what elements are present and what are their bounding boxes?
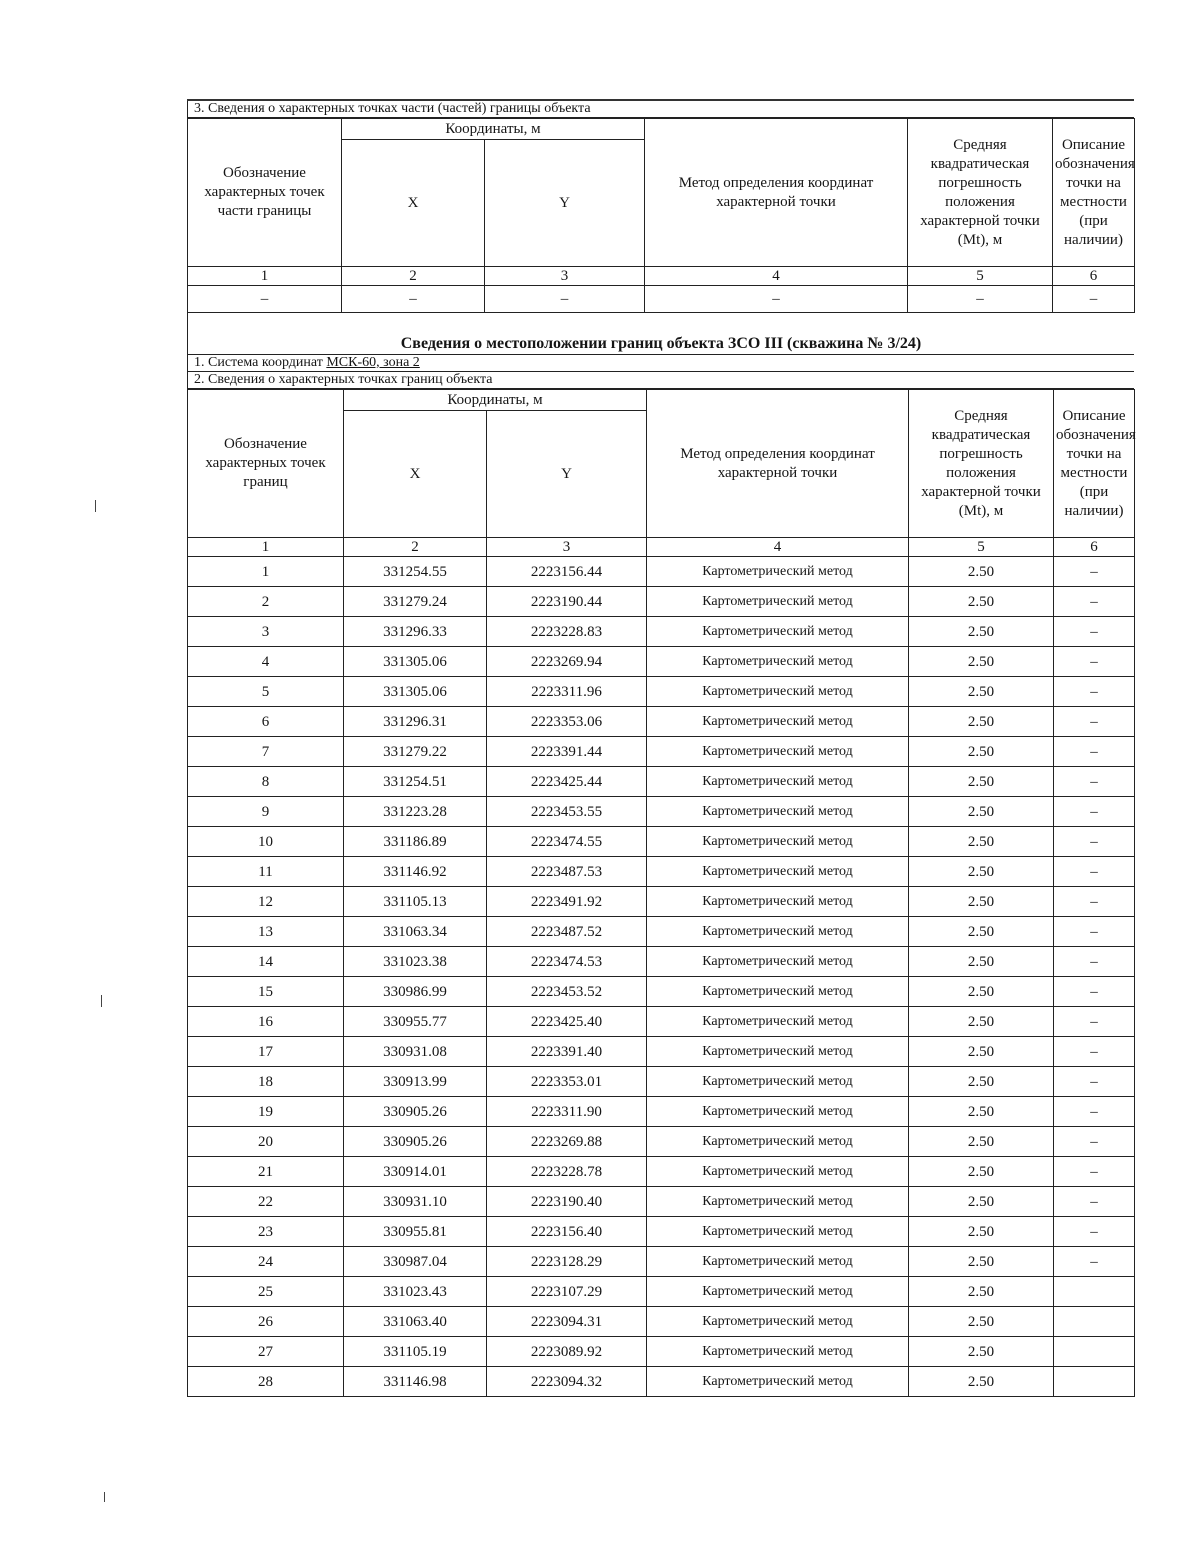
point-number-cell: 24 bbox=[188, 1247, 344, 1277]
point-number-cell: 22 bbox=[188, 1187, 344, 1217]
error-cell: 2.50 bbox=[909, 1127, 1054, 1157]
point-number-cell: 13 bbox=[188, 917, 344, 947]
table-row bbox=[188, 1277, 1135, 1307]
method-cell: Картометрический метод bbox=[647, 827, 909, 857]
y-coordinate-cell: 2223425.40 bbox=[487, 1007, 647, 1037]
method-cell: Картометрический метод bbox=[647, 1157, 909, 1187]
column-number: 4 bbox=[647, 538, 909, 557]
table-row bbox=[188, 1367, 1135, 1397]
point-number-cell: 1 bbox=[188, 557, 344, 587]
point-number-cell: 28 bbox=[188, 1367, 344, 1397]
y-coordinate-cell: 2223156.44 bbox=[487, 557, 647, 587]
y-coordinate-cell: 2223487.53 bbox=[487, 857, 647, 887]
table-row bbox=[188, 1157, 1135, 1187]
header-point: Обозначение характерных точек части границы bbox=[188, 119, 342, 267]
y-coordinate-cell: 2223453.52 bbox=[487, 977, 647, 1007]
method-cell: Картометрический метод bbox=[647, 617, 909, 647]
error-cell: 2.50 bbox=[909, 1037, 1054, 1067]
method-cell: Картометрический метод bbox=[647, 707, 909, 737]
y-coordinate-cell: 2223453.55 bbox=[487, 797, 647, 827]
method-cell: Картометрический метод bbox=[647, 1007, 909, 1037]
description-cell: – bbox=[1054, 1217, 1135, 1247]
method-cell: Картометрический метод bbox=[647, 1187, 909, 1217]
point-number-cell: 15 bbox=[188, 977, 344, 1007]
x-coordinate-cell: 330905.26 bbox=[344, 1097, 487, 1127]
y-coordinate-cell: 2223311.96 bbox=[487, 677, 647, 707]
column-number: 2 bbox=[342, 267, 485, 286]
method-cell: Картометрический метод bbox=[647, 857, 909, 887]
x-coordinate-cell: 331105.19 bbox=[344, 1337, 487, 1367]
x-coordinate-cell: 331146.98 bbox=[344, 1367, 487, 1397]
y-coordinate-cell: 2223269.94 bbox=[487, 647, 647, 677]
x-coordinate-cell: 331063.40 bbox=[344, 1307, 487, 1337]
method-cell: Картометрический метод bbox=[647, 1307, 909, 1337]
dash-cell: – bbox=[645, 286, 908, 313]
x-coordinate-cell: 330914.01 bbox=[344, 1157, 487, 1187]
x-coordinate-cell: 330955.77 bbox=[344, 1007, 487, 1037]
method-cell: Картометрический метод bbox=[647, 1367, 909, 1397]
table-row bbox=[188, 1007, 1135, 1037]
column-number: 2 bbox=[344, 538, 487, 557]
point-number-cell: 2 bbox=[188, 587, 344, 617]
y-coordinate-cell: 2223128.29 bbox=[487, 1247, 647, 1277]
description-cell: – bbox=[1054, 1157, 1135, 1187]
header-error: Средняя квадратическая погрешность положения характерной точки (Мt), м bbox=[908, 119, 1053, 267]
x-coordinate-cell: 331223.28 bbox=[344, 797, 487, 827]
table-row bbox=[188, 977, 1135, 1007]
dash-cell: – bbox=[485, 286, 645, 313]
column-number: 6 bbox=[1053, 267, 1135, 286]
y-coordinate-cell: 2223353.01 bbox=[487, 1067, 647, 1097]
y-coordinate-cell: 2223391.44 bbox=[487, 737, 647, 767]
y-coordinate-cell: 2223474.55 bbox=[487, 827, 647, 857]
parts-table bbox=[187, 118, 1135, 313]
table-row bbox=[188, 1127, 1135, 1157]
method-cell: Картометрический метод bbox=[647, 557, 909, 587]
y-coordinate-cell: 2223391.40 bbox=[487, 1037, 647, 1067]
empty-data-row bbox=[188, 286, 1135, 313]
method-cell: Картометрический метод bbox=[647, 947, 909, 977]
y-coordinate-cell: 2223269.88 bbox=[487, 1127, 647, 1157]
y-coordinate-cell: 2223487.52 bbox=[487, 917, 647, 947]
point-number-cell: 18 bbox=[188, 1067, 344, 1097]
error-cell: 2.50 bbox=[909, 1067, 1054, 1097]
error-cell: 2.50 bbox=[909, 1007, 1054, 1037]
description-cell: – bbox=[1054, 707, 1135, 737]
coord-system-line bbox=[187, 355, 1134, 372]
header-y: Y bbox=[485, 140, 645, 267]
table-row bbox=[188, 767, 1135, 797]
header-y: Y bbox=[487, 411, 647, 538]
description-cell: – bbox=[1054, 1037, 1135, 1067]
y-coordinate-cell: 2223228.83 bbox=[487, 617, 647, 647]
point-number-cell: 8 bbox=[188, 767, 344, 797]
error-cell: 2.50 bbox=[909, 1337, 1054, 1367]
y-coordinate-cell: 2223156.40 bbox=[487, 1217, 647, 1247]
x-coordinate-cell: 330986.99 bbox=[344, 977, 487, 1007]
point-number-cell: 25 bbox=[188, 1277, 344, 1307]
point-number-cell: 17 bbox=[188, 1037, 344, 1067]
column-number: 5 bbox=[909, 538, 1054, 557]
method-cell: Картометрический метод bbox=[647, 1217, 909, 1247]
dash-cell: – bbox=[188, 286, 342, 313]
table-row bbox=[188, 1067, 1135, 1097]
header-x: X bbox=[342, 140, 485, 267]
parts-caption: 3. Сведения о характерных точках части (частей) границы объекта bbox=[187, 101, 1134, 118]
margin-scan-mark bbox=[104, 1492, 105, 1502]
error-cell: 2.50 bbox=[909, 767, 1054, 797]
column-number: 5 bbox=[908, 267, 1053, 286]
table-row bbox=[188, 1097, 1135, 1127]
description-cell: – bbox=[1054, 977, 1135, 1007]
y-coordinate-cell: 2223190.40 bbox=[487, 1187, 647, 1217]
column-number: 1 bbox=[188, 538, 344, 557]
header-method: Метод определения координат характерной точки bbox=[647, 390, 909, 538]
table-row bbox=[188, 647, 1135, 677]
error-cell: 2.50 bbox=[909, 1367, 1054, 1397]
y-coordinate-cell: 2223190.44 bbox=[487, 587, 647, 617]
description-cell: – bbox=[1054, 677, 1135, 707]
table-row bbox=[188, 587, 1135, 617]
x-coordinate-cell: 331279.24 bbox=[344, 587, 487, 617]
table-row bbox=[188, 1307, 1135, 1337]
x-coordinate-cell: 330955.81 bbox=[344, 1217, 487, 1247]
description-cell: – bbox=[1054, 1007, 1135, 1037]
section-title: Сведения о местоположении границ объекта ЗСО III (скважина № 3/24) bbox=[188, 334, 1134, 355]
error-cell: 2.50 bbox=[909, 1277, 1054, 1307]
table-row bbox=[188, 617, 1135, 647]
error-cell: 2.50 bbox=[909, 677, 1054, 707]
column-number: 4 bbox=[645, 267, 908, 286]
header-coords: Координаты, м bbox=[344, 390, 647, 411]
table-row bbox=[188, 887, 1135, 917]
method-cell: Картометрический метод bbox=[647, 1097, 909, 1127]
y-coordinate-cell: 2223094.32 bbox=[487, 1367, 647, 1397]
method-cell: Картометрический метод bbox=[647, 1337, 909, 1367]
point-number-cell: 6 bbox=[188, 707, 344, 737]
method-cell: Картометрический метод bbox=[647, 587, 909, 617]
point-number-cell: 21 bbox=[188, 1157, 344, 1187]
method-cell: Картометрический метод bbox=[647, 1247, 909, 1277]
x-coordinate-cell: 331023.38 bbox=[344, 947, 487, 977]
method-cell: Картометрический метод bbox=[647, 887, 909, 917]
description-cell: – bbox=[1054, 767, 1135, 797]
description-cell bbox=[1054, 1367, 1135, 1397]
header-coords: Координаты, м bbox=[342, 119, 645, 140]
margin-scan-mark bbox=[101, 995, 102, 1007]
x-coordinate-cell: 331296.31 bbox=[344, 707, 487, 737]
table-row bbox=[188, 797, 1135, 827]
error-cell: 2.50 bbox=[909, 1187, 1054, 1217]
y-coordinate-cell: 2223094.31 bbox=[487, 1307, 647, 1337]
y-coordinate-cell: 2223353.06 bbox=[487, 707, 647, 737]
margin-scan-mark bbox=[95, 500, 96, 512]
section-heading-block bbox=[187, 313, 1134, 355]
coord-system-prefix: 1. Система координат bbox=[194, 355, 327, 370]
description-cell: – bbox=[1054, 857, 1135, 887]
points-table-body bbox=[188, 557, 1135, 1397]
point-number-cell: 10 bbox=[188, 827, 344, 857]
table-row bbox=[188, 1037, 1135, 1067]
error-cell: 2.50 bbox=[909, 1157, 1054, 1187]
point-number-cell: 27 bbox=[188, 1337, 344, 1367]
description-cell bbox=[1054, 1307, 1135, 1337]
error-cell: 2.50 bbox=[909, 827, 1054, 857]
method-cell: Картометрический метод bbox=[647, 1067, 909, 1097]
header-x: X bbox=[344, 411, 487, 538]
coord-system-value: МСК-60, зона 2 bbox=[326, 355, 420, 370]
table-row bbox=[188, 1337, 1135, 1367]
x-coordinate-cell: 331186.89 bbox=[344, 827, 487, 857]
point-number-cell: 20 bbox=[188, 1127, 344, 1157]
description-cell: – bbox=[1054, 797, 1135, 827]
point-number-cell: 7 bbox=[188, 737, 344, 767]
table-row bbox=[188, 1187, 1135, 1217]
point-number-cell: 14 bbox=[188, 947, 344, 977]
x-coordinate-cell: 331146.92 bbox=[344, 857, 487, 887]
error-cell: 2.50 bbox=[909, 707, 1054, 737]
error-cell: 2.50 bbox=[909, 1247, 1054, 1277]
point-number-cell: 16 bbox=[188, 1007, 344, 1037]
error-cell: 2.50 bbox=[909, 977, 1054, 1007]
x-coordinate-cell: 331296.33 bbox=[344, 617, 487, 647]
y-coordinate-cell: 2223474.53 bbox=[487, 947, 647, 977]
error-cell: 2.50 bbox=[909, 917, 1054, 947]
column-number: 1 bbox=[188, 267, 342, 286]
x-coordinate-cell: 331023.43 bbox=[344, 1277, 487, 1307]
point-number-cell: 3 bbox=[188, 617, 344, 647]
description-cell: – bbox=[1054, 1067, 1135, 1097]
y-coordinate-cell: 2223425.44 bbox=[487, 767, 647, 797]
description-cell: – bbox=[1054, 917, 1135, 947]
point-number-cell: 12 bbox=[188, 887, 344, 917]
description-cell: – bbox=[1054, 617, 1135, 647]
points-caption: 2. Сведения о характерных точках границ объекта bbox=[187, 372, 1134, 389]
y-coordinate-cell: 2223089.92 bbox=[487, 1337, 647, 1367]
dash-cell: – bbox=[1053, 286, 1135, 313]
method-cell: Картометрический метод bbox=[647, 767, 909, 797]
column-number: 3 bbox=[487, 538, 647, 557]
points-table bbox=[187, 389, 1135, 1397]
description-cell: – bbox=[1054, 647, 1135, 677]
y-coordinate-cell: 2223491.92 bbox=[487, 887, 647, 917]
x-coordinate-cell: 330931.10 bbox=[344, 1187, 487, 1217]
table-row bbox=[188, 1217, 1135, 1247]
table-row bbox=[188, 707, 1135, 737]
table-row bbox=[188, 857, 1135, 887]
point-number-cell: 19 bbox=[188, 1097, 344, 1127]
dash-cell: – bbox=[908, 286, 1053, 313]
error-cell: 2.50 bbox=[909, 617, 1054, 647]
description-cell: – bbox=[1054, 827, 1135, 857]
header-description: Описание обозначения точки на местности (при наличии) bbox=[1054, 390, 1135, 538]
x-coordinate-cell: 330913.99 bbox=[344, 1067, 487, 1097]
error-cell: 2.50 bbox=[909, 887, 1054, 917]
dash-cell: – bbox=[342, 286, 485, 313]
method-cell: Картометрический метод bbox=[647, 1277, 909, 1307]
x-coordinate-cell: 331305.06 bbox=[344, 677, 487, 707]
point-number-cell: 26 bbox=[188, 1307, 344, 1337]
column-number: 6 bbox=[1054, 538, 1135, 557]
point-number-cell: 23 bbox=[188, 1217, 344, 1247]
description-cell: – bbox=[1054, 1097, 1135, 1127]
x-coordinate-cell: 331254.55 bbox=[344, 557, 487, 587]
table-row bbox=[188, 1247, 1135, 1277]
error-cell: 2.50 bbox=[909, 557, 1054, 587]
column-number-row bbox=[188, 267, 1135, 286]
header-error: Средняя квадратическая погрешность положения характерной точки (Мt), м bbox=[909, 390, 1054, 538]
x-coordinate-cell: 330905.26 bbox=[344, 1127, 487, 1157]
document-page bbox=[187, 99, 1134, 1397]
error-cell: 2.50 bbox=[909, 1307, 1054, 1337]
point-number-cell: 4 bbox=[188, 647, 344, 677]
method-cell: Картометрический метод bbox=[647, 677, 909, 707]
method-cell: Картометрический метод bbox=[647, 977, 909, 1007]
point-number-cell: 11 bbox=[188, 857, 344, 887]
x-coordinate-cell: 330931.08 bbox=[344, 1037, 487, 1067]
description-cell: – bbox=[1054, 947, 1135, 977]
description-cell: – bbox=[1054, 887, 1135, 917]
y-coordinate-cell: 2223228.78 bbox=[487, 1157, 647, 1187]
table-row bbox=[188, 737, 1135, 767]
method-cell: Картометрический метод bbox=[647, 737, 909, 767]
error-cell: 2.50 bbox=[909, 1217, 1054, 1247]
error-cell: 2.50 bbox=[909, 587, 1054, 617]
error-cell: 2.50 bbox=[909, 1097, 1054, 1127]
description-cell: – bbox=[1054, 1187, 1135, 1217]
method-cell: Картометрический метод bbox=[647, 647, 909, 677]
error-cell: 2.50 bbox=[909, 857, 1054, 887]
error-cell: 2.50 bbox=[909, 737, 1054, 767]
error-cell: 2.50 bbox=[909, 797, 1054, 827]
description-cell bbox=[1054, 1337, 1135, 1367]
table-row bbox=[188, 677, 1135, 707]
description-cell: – bbox=[1054, 587, 1135, 617]
x-coordinate-cell: 331305.06 bbox=[344, 647, 487, 677]
x-coordinate-cell: 331254.51 bbox=[344, 767, 487, 797]
description-cell: – bbox=[1054, 737, 1135, 767]
column-number: 3 bbox=[485, 267, 645, 286]
header-point: Обозначение характерных точек границ bbox=[188, 390, 344, 538]
x-coordinate-cell: 331063.34 bbox=[344, 917, 487, 947]
table-row bbox=[188, 557, 1135, 587]
description-cell bbox=[1054, 1277, 1135, 1307]
method-cell: Картометрический метод bbox=[647, 1037, 909, 1067]
point-number-cell: 9 bbox=[188, 797, 344, 827]
table-row bbox=[188, 827, 1135, 857]
description-cell: – bbox=[1054, 557, 1135, 587]
method-cell: Картометрический метод bbox=[647, 797, 909, 827]
point-number-cell: 5 bbox=[188, 677, 344, 707]
header-method: Метод определения координат характерной точки bbox=[645, 119, 908, 267]
method-cell: Картометрический метод bbox=[647, 1127, 909, 1157]
column-number-row bbox=[188, 538, 1135, 557]
error-cell: 2.50 bbox=[909, 647, 1054, 677]
x-coordinate-cell: 331279.22 bbox=[344, 737, 487, 767]
table-row bbox=[188, 947, 1135, 977]
x-coordinate-cell: 331105.13 bbox=[344, 887, 487, 917]
description-cell: – bbox=[1054, 1127, 1135, 1157]
header-description: Описание обозначения точки на местности (при наличии) bbox=[1053, 119, 1135, 267]
table-row bbox=[188, 917, 1135, 947]
y-coordinate-cell: 2223311.90 bbox=[487, 1097, 647, 1127]
description-cell: – bbox=[1054, 1247, 1135, 1277]
error-cell: 2.50 bbox=[909, 947, 1054, 977]
x-coordinate-cell: 330987.04 bbox=[344, 1247, 487, 1277]
method-cell: Картометрический метод bbox=[647, 917, 909, 947]
y-coordinate-cell: 2223107.29 bbox=[487, 1277, 647, 1307]
